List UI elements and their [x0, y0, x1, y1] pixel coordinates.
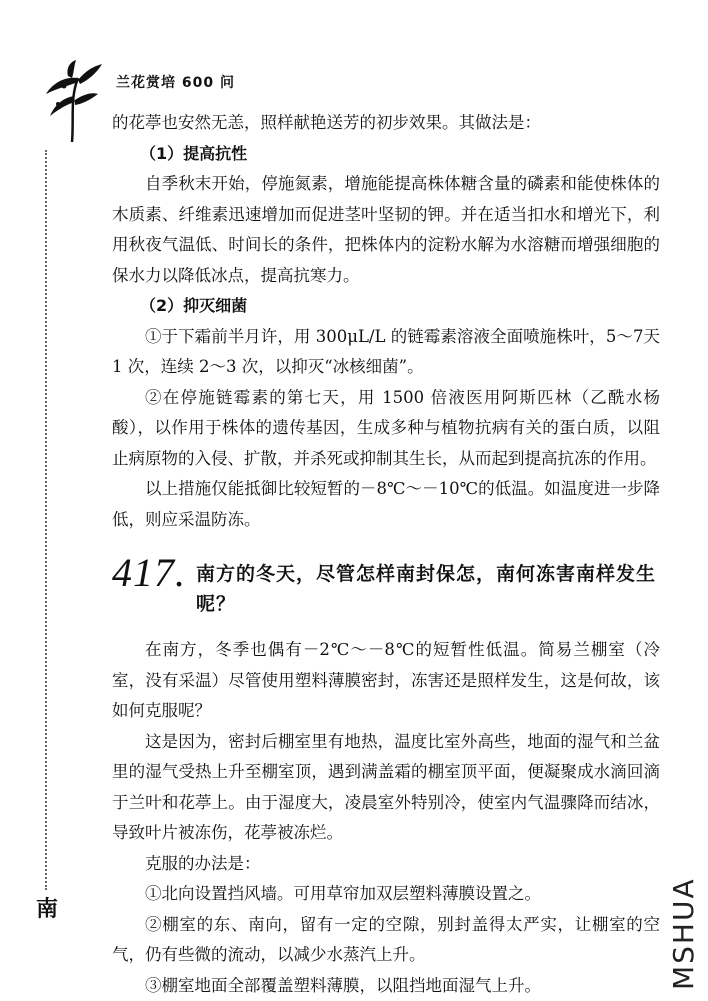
orchid-logo-icon	[44, 58, 102, 142]
list-item: ②在停施链霉素的第七天，用 1500 倍液医用阿斯匹林（乙酰水杨酸），以作用于株体的遗传基因，生成多种与植物抗病有关的蛋白质，以阻止病原物的入侵、扩散，并杀死或抑制其生长，从而起到提高抗冻的作用。	[112, 387, 660, 468]
page-content	[112, 108, 660, 1001]
watermark-text: MSHUA	[667, 877, 700, 990]
section-body-resistance: 自季秋末开始，停施氮素，增施能提高株体糖含量的磷素和能使株体的木质素、纤维素迅速增加而促进茎叶坚韧的钾。并在适当扣水和增光下，利用秋夜气温低、时间长的条件，把株体内的淀粉水解为水溶糖而增强细胞的保水力以降低冰点，提高抗寒力。	[112, 174, 660, 285]
answer-paragraph: 在南方，冬季也偶有－2℃～－8℃的短暂性低温。简易兰棚室（冷室，没有采温）尽管使用塑料薄膜密封，冻害还是照样发生，这是何故，该如何克服呢？	[112, 640, 660, 720]
question-number: 417.	[112, 550, 186, 595]
paragraph-continuation: 的花葶也安然无恙，照样献艳送芳的初步效果。其做法是：	[112, 113, 541, 132]
section-closing-note: 以上措施仅能抵御比较短暂的－8℃～－10℃的低温。如温度进一步降低，则应采温防冻。	[112, 479, 660, 529]
answer-paragraph: 克服的办法是：	[145, 853, 261, 873]
section-heading-resistance: （1）提高抗性	[140, 143, 248, 163]
list-item: ②棚室的东、南向，留有一定的空隙，别封盖得太严实，让棚室的空气，仍有些微的流动，以减少水蒸汽上升。	[112, 914, 660, 964]
side-section-label: 南	[36, 897, 59, 922]
list-item: ③棚室地面全部覆盖塑料薄膜，以阻挡地面湿气上升。	[145, 975, 541, 995]
answer-paragraph: 这是因为，密封后棚室里有地热，温度比室外高些，地面的湿气和兰盆里的湿气受热上升至棚室顶，遇到满盖霜的棚室顶平面，便凝聚成水滴回滴于兰叶和花葶上。由于湿度大，凌晨室外特别冷，使室内气温骤降而结冰，导致叶片被冻伤，花葶被冻烂。	[112, 731, 660, 842]
section-heading-bacteria: （2）抑灭细菌	[140, 296, 248, 315]
margin-dotted-rule	[45, 150, 47, 890]
list-item: ①于下霜前半月许，用 300μL/L 的链霉素溶液全面喷施株叶，5～7天 1 次，连续 2～3 次，以抑灭“冰核细菌”。	[112, 326, 660, 376]
running-header-title: 兰花赏培 600 问	[116, 75, 235, 91]
question-heading	[112, 550, 660, 619]
list-item: ①北向设置挡风墙。可用草帘加双层塑料薄膜设置之。	[145, 884, 541, 903]
question-title: 南方的冬天，尽管怎样南封保怎，南何冻害南样发生呢？	[196, 563, 657, 615]
